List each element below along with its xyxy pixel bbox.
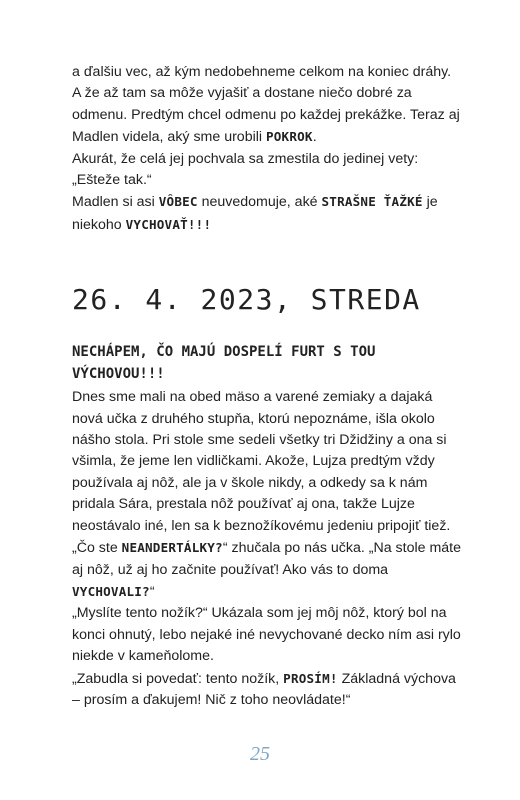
text: “ xyxy=(149,583,155,600)
paragraph-4 xyxy=(72,387,462,603)
text: Dnes sme mali na obed mäso a varené zemiaky a dajaká nová učka z druhého stupňa, ktorú nepoznáme, išla okolo nášho stola. Pri stole sme sedeli všetky tri Džidžiny a ona si všimla, že jeme len vidličkami. Akože, Lujza predtým vždy používala aj nôž, ale ja v škole nikdy, a odkedy sa k nám pridala Sára, prestala nôž používať aj ona, takže Lujze neostávalo iné, len sa k beznožíkovému jedeniu pripojiť tiež. „Čo ste xyxy=(72,389,451,557)
text: a ďalšiu vec, až kým nedobehneme celkom na koniec dráhy. A že až tam sa môže vyjašiť a dostane niečo dobré za odmenu. Predtým chcel odmenu po každej prekážke. Teraz aj Madlen videla, aký sme urobili xyxy=(72,64,460,146)
subheading: NECHÁPEM, ČO MAJÚ DOSPELÍ FURT S TOU VÝCHOVOU!!! xyxy=(72,344,376,383)
text: „Zabudla si povedať: tento nožík, xyxy=(72,670,284,687)
paragraph-5: „Myslíte tento nožík?“ Ukázala som jej môj nôž, ktorý bol na konci ohnutý, lebo nejaké iné nevychované decko ním asi rylo niekde v kameňolome. xyxy=(72,605,461,665)
text: . xyxy=(312,129,317,146)
page-number: 25 xyxy=(250,743,270,765)
text: Základná výchova – prosím a ďakujem! Nič z toho neovládate!“ xyxy=(72,670,456,708)
handwritten-word: STRAŠNE ŤAŽKÉ xyxy=(321,194,423,210)
handwritten-word: NEANDERTÁLKY? xyxy=(121,540,223,556)
handwritten-word: PROSÍM! xyxy=(283,670,338,686)
text: Madlen si asi xyxy=(72,194,159,211)
text: neuvedomuje, aké xyxy=(197,194,322,211)
handwritten-word: POKROK xyxy=(265,129,313,145)
page-body xyxy=(72,62,462,711)
text: “ zhučala po nás učka. „Na stole máte aj nôž, už aj ho začnite používať! Ako vás to doma xyxy=(72,540,461,578)
date-heading: 26. 4. 2023, STREDA xyxy=(72,283,421,317)
paragraph-3 xyxy=(72,191,462,236)
handwritten-word: VYCHOVAŤ!!! xyxy=(125,216,212,232)
handwritten-word: VÔBEC xyxy=(158,194,198,210)
paragraph-1 xyxy=(72,62,462,149)
paragraph-6 xyxy=(72,668,462,712)
text: je niekoho xyxy=(72,194,438,233)
handwritten-word: VYCHOVALI? xyxy=(72,583,150,599)
paragraph-2: Akurát, že celá jej pochvala sa zmestila do jedinej vety: „Ešteže tak.“ xyxy=(72,150,419,189)
